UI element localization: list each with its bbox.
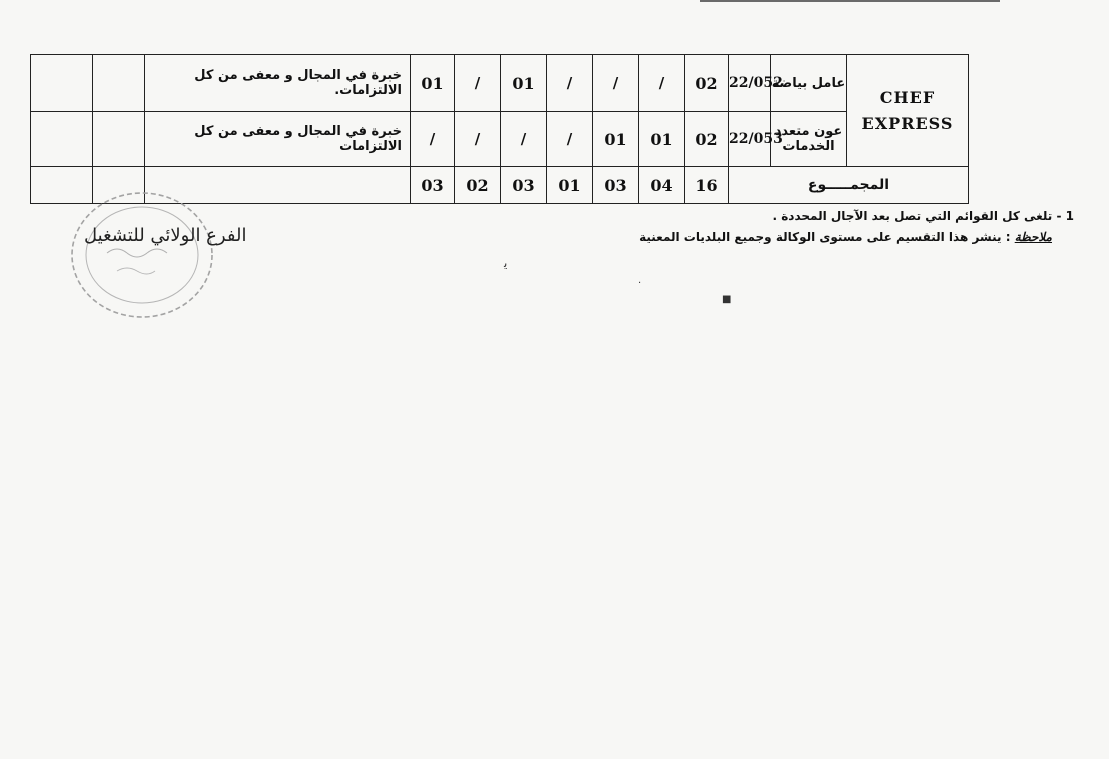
count-cell: / [411,112,455,167]
job-code: 22/052 [729,55,771,112]
count-cell: 01 [593,112,639,167]
scan-mark: ■ [722,294,732,305]
official-stamp [62,183,222,323]
table-row [31,55,1109,112]
count-cell: / [547,55,593,112]
row-note: خبرة في المجال و معفى من كل الالتزامات [145,112,411,167]
count-cell: 01 [501,55,547,112]
total-cell: 01 [547,167,593,204]
job-code: 22/053 [729,112,771,167]
count-cell: / [639,55,685,112]
count-cell: / [547,112,593,167]
job-title: عون متعدد الخدمات [771,112,847,167]
count-cell: 01 [639,112,685,167]
distribution-table-container [30,54,1066,204]
empty-cell [93,55,145,112]
company-name [847,55,969,167]
empty-cell [93,112,145,167]
scan-mark: ﻳ [504,256,508,270]
total-cell: 03 [501,167,547,204]
total-cell: 04 [639,167,685,204]
page-top-rule [700,0,1000,2]
count-cell: 02 [685,112,729,167]
total-cell: 02 [455,167,501,204]
empty-cell [31,55,93,112]
total-cell: 03 [593,167,639,204]
count-cell: / [455,55,501,112]
distribution-table [30,54,1109,204]
count-cell: / [593,55,639,112]
count-cell: 01 [411,55,455,112]
note-label: ملاحظة [1014,230,1052,244]
count-cell: 02 [685,55,729,112]
note-text: : ينشر هذا التقسيم على مستوى الوكالة وجميع البلديات المعنية [639,230,1015,244]
total-cell: 03 [411,167,455,204]
footnote-note [639,230,1052,244]
company-name-line: CHEF [879,87,936,107]
total-cell: 16 [685,167,729,204]
total-label: المجمـــــوع [729,167,969,204]
company-name-line: EXPRESS [861,113,954,133]
footnote-deadline: 1 - تلغى كل القوائم التي تصل بعد الآجال المحددة . [772,209,1074,223]
count-cell: / [455,112,501,167]
job-title: عامل بياضة [771,55,847,112]
row-note: خبرة في المجال و معفى من كل الالتزامات. [145,55,411,112]
count-cell: / [501,112,547,167]
signing-office: الفرع الولائي للتشغيل [84,225,247,246]
empty-cell [31,112,93,167]
scan-mark: · [638,278,642,289]
